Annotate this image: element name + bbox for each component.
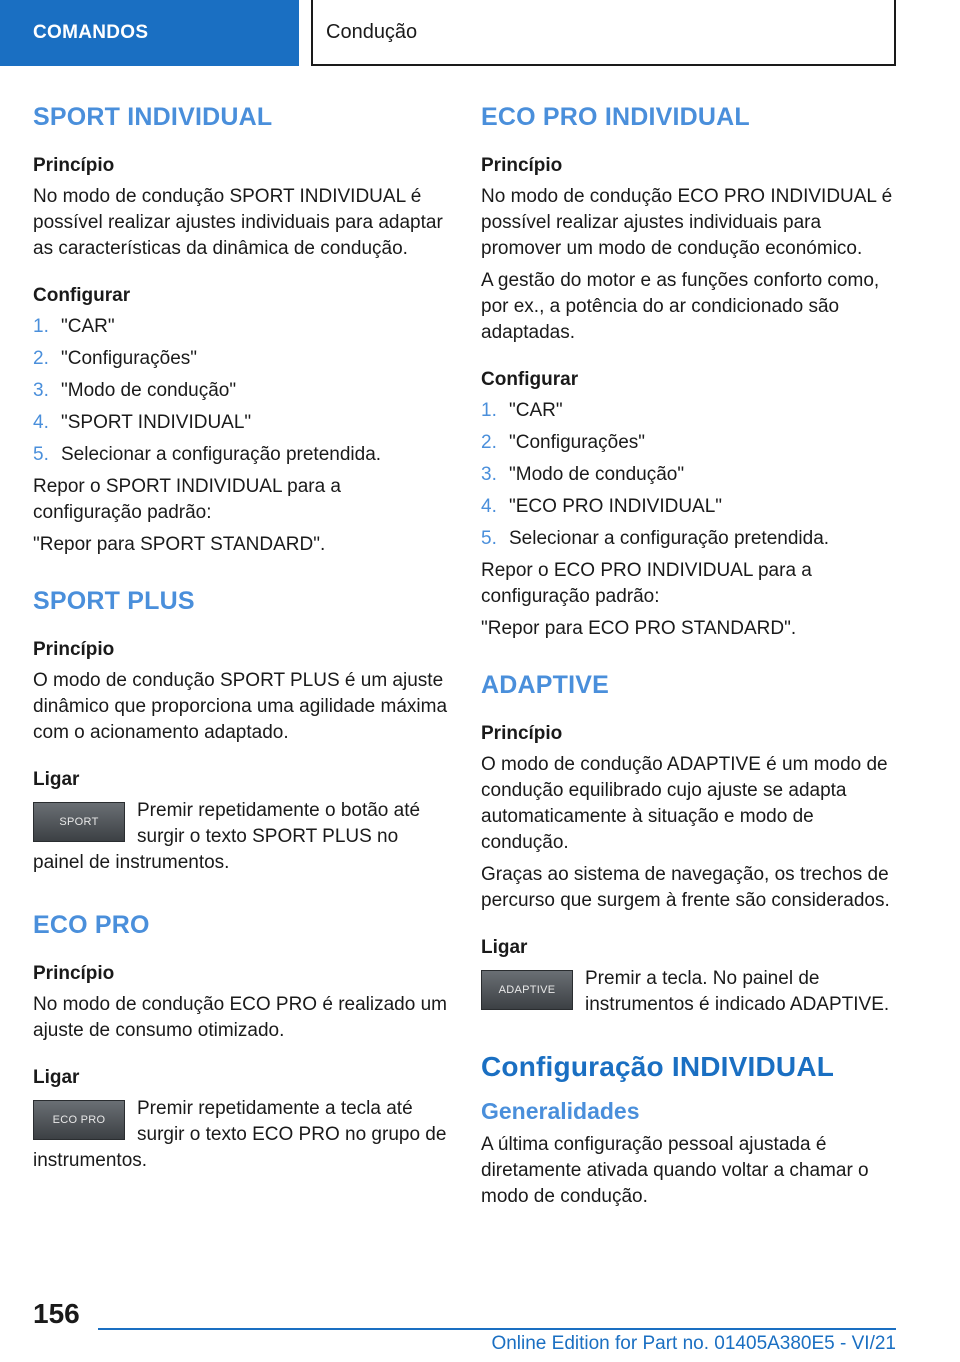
section-eco-pro <box>33 908 449 1180</box>
chapter-tab <box>311 0 896 66</box>
edition-note: Online Edition for Part no. 01405A380E5 - VI/21 <box>491 1333 896 1354</box>
list-item <box>33 410 449 436</box>
step-number: 1. <box>481 400 497 421</box>
heading-sport-plus: SPORT PLUS <box>33 587 195 615</box>
section-adaptive <box>481 668 897 1024</box>
sport-button-icon <box>33 802 125 842</box>
list-item <box>481 430 897 456</box>
button-label: SPORT <box>59 816 99 828</box>
list-item <box>33 378 449 404</box>
step-number: 3. <box>33 380 49 401</box>
chapter-title: Condução <box>326 20 418 43</box>
paragraph: O modo de condução SPORT PLUS é um ajuste dinâmico que proporciona uma agilidade máxima com o acionamento adaptado. <box>33 670 448 743</box>
subheading-on: Ligar <box>481 937 528 958</box>
step-number: 2. <box>33 348 49 369</box>
subheading-principle: Princípio <box>33 639 115 660</box>
paragraph: Premir a tecla. No painel de instrumentos é indicado ADAPTIVE. <box>585 968 890 1015</box>
subheading-on: Ligar <box>33 769 80 790</box>
button-label: ECO PRO <box>52 1114 106 1126</box>
heading-eco-pro-individual: ECO PRO INDIVIDUAL <box>481 103 750 131</box>
step-text: "ECO PRO INDIVIDUAL" <box>509 496 723 517</box>
paragraph: Premir repetidamente a tecla até surgir o texto ECO PRO no grupo de instrumentos. <box>33 1098 447 1171</box>
paragraph: Repor o SPORT INDIVIDUAL para a configuração padrão: <box>33 476 341 523</box>
subheading-general: Generalidades <box>481 1098 640 1124</box>
heading-config-individual: Configuração INDIVIDUAL <box>481 1051 835 1082</box>
button-label: ADAPTIVE <box>498 984 556 996</box>
step-number: 5. <box>481 528 497 549</box>
paragraph: No modo de condução ECO PRO é realizado um ajuste de consumo otimizado. <box>33 994 447 1041</box>
subheading-configure: Configurar <box>481 369 579 390</box>
paragraph: Graças ao sistema de navegação, os trechos de percurso que surgem à frente são considerados. <box>481 864 890 911</box>
list-item <box>33 346 449 372</box>
paragraph: A gestão do motor e as funções conforto como, por ex., a potência do ar condicionado são adaptadas. <box>481 270 880 343</box>
button-instruction <box>33 1096 449 1180</box>
step-number: 2. <box>481 432 497 453</box>
step-text: Selecionar a configuração pretendida. <box>509 528 830 549</box>
subheading-configure: Configurar <box>33 285 131 306</box>
list-item <box>481 398 897 424</box>
left-column <box>33 100 449 1206</box>
steps-list <box>33 314 449 468</box>
step-text: "Configurações" <box>61 348 198 369</box>
list-item <box>33 314 449 340</box>
paragraph: No modo de condução ECO PRO INDIVIDUAL é possível realizar ajustes individuais para promover um modo de condução económico. <box>481 186 893 259</box>
subheading-principle: Princípio <box>481 155 563 176</box>
footer-divider <box>98 1328 896 1330</box>
button-instruction <box>481 966 897 1024</box>
steps-list <box>481 398 897 552</box>
paragraph: No modo de condução SPORT INDIVIDUAL é possível realizar ajustes individuais para adaptar as características da dinâmica de condução. <box>33 186 443 259</box>
subheading-on: Ligar <box>33 1067 80 1088</box>
subheading-principle: Princípio <box>33 155 115 176</box>
subheading-principle: Princípio <box>33 963 115 984</box>
step-number: 1. <box>33 316 49 337</box>
paragraph: A última configuração pessoal ajustada é diretamente ativada quando voltar a chamar o modo de condução. <box>481 1134 869 1207</box>
page-number: 156 <box>33 1298 80 1329</box>
step-number: 5. <box>33 444 49 465</box>
step-text: "CAR" <box>61 316 115 337</box>
heading-eco-pro: ECO PRO <box>33 911 150 939</box>
button-instruction <box>33 798 449 882</box>
step-text: "SPORT INDIVIDUAL" <box>61 412 252 433</box>
section-tab <box>0 0 299 66</box>
paragraph: "Repor para SPORT STANDARD". <box>33 534 326 555</box>
list-item <box>481 526 897 552</box>
step-number: 4. <box>33 412 49 433</box>
section-sport-plus <box>33 584 449 882</box>
list-item <box>481 494 897 520</box>
step-text: "Modo de condução" <box>61 380 237 401</box>
section-sport-individual <box>33 100 449 558</box>
list-item <box>33 442 449 468</box>
heading-adaptive: ADAPTIVE <box>481 671 610 699</box>
step-number: 4. <box>481 496 497 517</box>
list-item <box>481 462 897 488</box>
heading-sport-individual: SPORT INDIVIDUAL <box>33 103 273 131</box>
section-title: COMANDOS <box>33 22 149 43</box>
step-text: "Modo de condução" <box>509 464 685 485</box>
eco-pro-button-icon <box>33 1100 125 1140</box>
paragraph: O modo de condução ADAPTIVE é um modo de condução equilibrado cujo ajuste se adapta automaticamente à situação e modo de condução. <box>481 754 888 853</box>
adaptive-button-icon <box>481 970 573 1010</box>
subheading-principle: Princípio <box>481 723 563 744</box>
step-number: 3. <box>481 464 497 485</box>
paragraph: "Repor para ECO PRO STANDARD". <box>481 618 797 639</box>
step-text: "Configurações" <box>509 432 646 453</box>
section-eco-pro-individual <box>481 100 897 642</box>
step-text: "CAR" <box>509 400 563 421</box>
right-column <box>481 100 897 1236</box>
paragraph: Repor o ECO PRO INDIVIDUAL para a configuração padrão: <box>481 560 812 607</box>
section-config-individual <box>481 1050 897 1210</box>
step-text: Selecionar a configuração pretendida. <box>61 444 382 465</box>
paragraph: Premir repetidamente o botão até surgir o texto SPORT PLUS no painel de instrumentos. <box>33 800 421 873</box>
